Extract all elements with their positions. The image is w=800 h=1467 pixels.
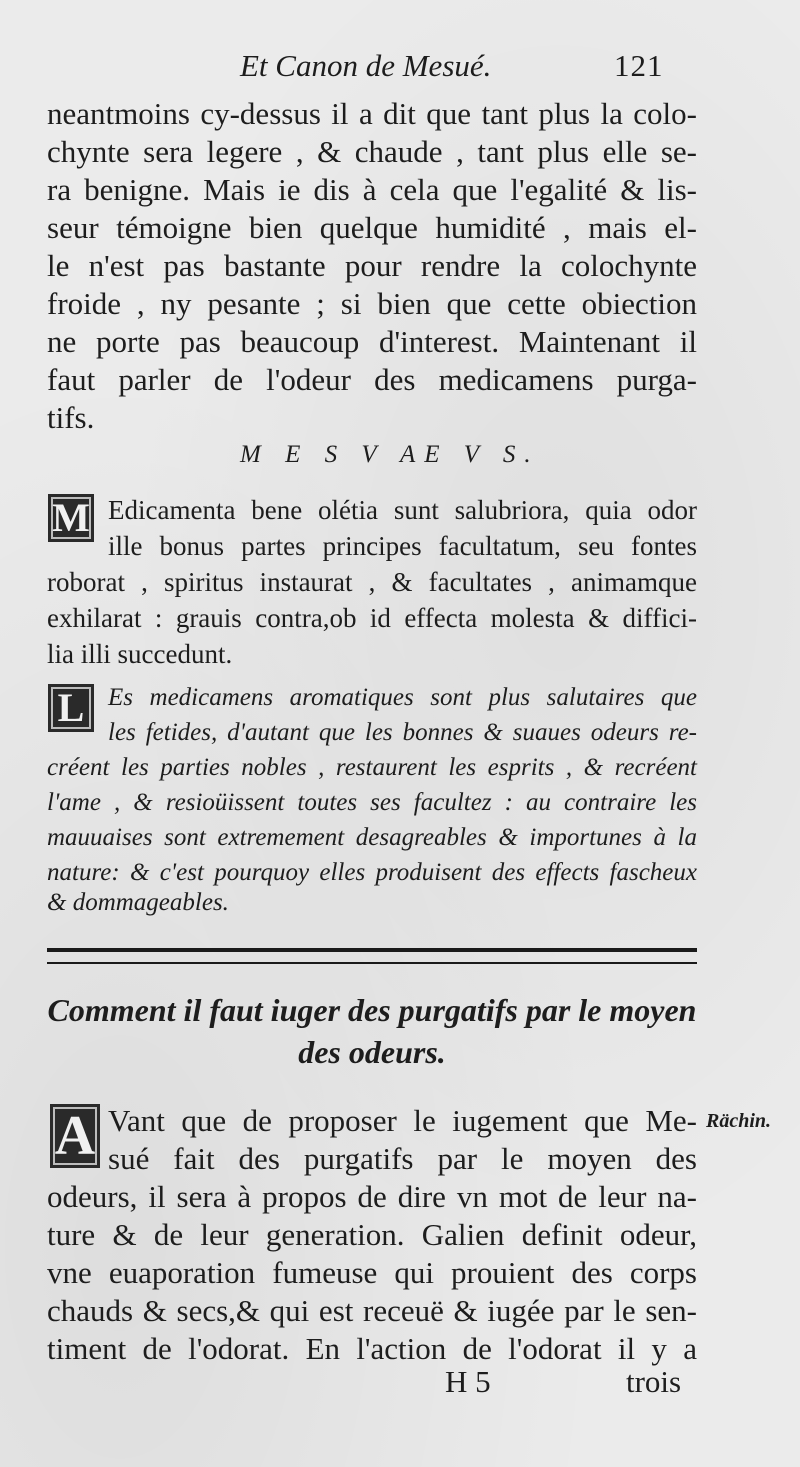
text-line: tifs. (47, 400, 95, 435)
text-line: Vant que de proposer le iugement que Me- (108, 1103, 697, 1138)
text-line: ra benigne. Mais ie dis à cela que l'egalité & lis- (47, 172, 697, 207)
margin-note: Rächin. (706, 1110, 772, 1132)
latin-line: ille bonus partes principes facultatum, seu fontes (108, 531, 697, 561)
translation-line: l'ame , & resioüissent toutes ses facultez : au contraire les (47, 789, 697, 816)
text-line: vne euaporation fumeuse qui prouient des corps (47, 1255, 697, 1290)
text-line: le n'est pas bastante pour rendre la colochynte (47, 248, 697, 283)
catchword: trois (626, 1364, 682, 1399)
text-line: chynte sera legere , & chaude , tant plus elle se- (47, 134, 697, 169)
translation-line: & dommageables. (47, 889, 229, 916)
running-header: Et Canon de Mesué. (240, 48, 492, 83)
translation-line: les fetides, d'autant que les bonnes & suaues odeurs re- (108, 719, 697, 746)
translation-line: nature: & c'est pourquoy elles produisent des effects fascheux (47, 859, 697, 886)
latin-line: roborat , spiritus instaurat , & facultates , animamque (47, 567, 697, 597)
page-number: 121 (614, 48, 664, 83)
translation-line: créent les parties nobles , restaurent les esprits , & recréent (47, 754, 697, 781)
section-divider (47, 948, 697, 964)
text-line: odeurs, il sera à propos de dire vn mot de leur na- (47, 1179, 697, 1214)
text-line: froide , ny pesante ; si bien que cette obiection (47, 286, 697, 321)
decorated-initial-m: M (48, 494, 94, 542)
latin-line: exhilarat : grauis contra,ob id effecta molesta & diffici- (47, 603, 697, 633)
text-line: seur témoigne bien quelque humidité , mais el- (47, 210, 697, 245)
latin-line: Edicamenta bene olétia sunt salubriora, quia odor (108, 495, 697, 525)
section-title-mesvaevs: M E S V AE V S. (240, 441, 540, 468)
decorated-initial-a: A (50, 1104, 100, 1168)
text-line: ne porte pas beaucoup d'interest. Maintenant il (47, 324, 697, 359)
text-line: faut parler de l'odeur des medicamens purga- (47, 362, 697, 397)
chapter-heading: Comment il faut iuger des purgatifs par le moyen (47, 992, 697, 1028)
text-line: sué fait des purgatifs par le moyen des (108, 1141, 697, 1176)
text-line: ture & de leur generation. Galien definit odeur, (47, 1217, 697, 1252)
chapter-heading-continued: des odeurs. (298, 1034, 446, 1070)
text-line: timent de l'odorat. En l'action de l'odorat il y a (47, 1331, 697, 1366)
latin-line: lia illi succedunt. (47, 639, 233, 669)
translation-line: Es medicamens aromatiques sont plus salutaires que (108, 684, 697, 711)
decorated-initial-l: L (48, 684, 94, 732)
signature-mark: H 5 (445, 1364, 491, 1399)
translation-line: mauuaises sont extremement desagreables & importunes à la (47, 824, 697, 851)
text-line: chauds & secs,& qui est receuë & iugée par le sen- (47, 1293, 697, 1328)
text-line: neantmoins cy-dessus il a dit que tant plus la colo- (47, 96, 697, 131)
